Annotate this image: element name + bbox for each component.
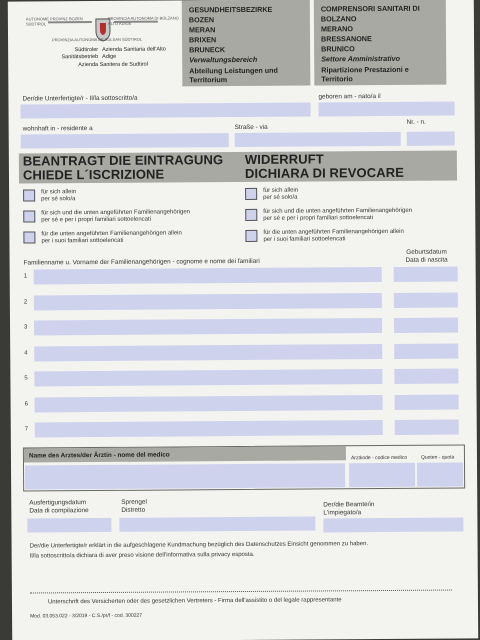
request-option-1-de: für sich allein (41, 189, 77, 196)
privacy-it: Il/la sottoscritto/a dichiara di aver preso visione dell'informativa sulla privacy esposta. (29, 551, 255, 559)
districts-title-de: GESUNDHEITSBEZIRKE (188, 4, 273, 15)
family-name-field[interactable] (34, 318, 382, 335)
district-field[interactable] (119, 516, 315, 531)
family-birthdate-field[interactable] (394, 317, 458, 332)
district-it-3: BRESSANONE (321, 34, 372, 44)
clerk-label-it: L'impiegato/a (323, 509, 362, 517)
request-option-1-it: per sé solo/a (41, 196, 76, 203)
date-label-de: Ausfertigungsdatum (29, 499, 87, 507)
revoke-option-3-checkbox[interactable] (245, 230, 257, 242)
family-name-field[interactable] (35, 395, 383, 412)
date-field[interactable] (27, 518, 111, 533)
request-option-3-label (41, 230, 182, 245)
district-it-1: BOLZANO (320, 14, 357, 24)
request-title-it: CHIEDE L´ISCRIZIONE (22, 166, 165, 183)
clerk-field[interactable] (323, 517, 463, 532)
district-de-3: BRIXEN (189, 35, 217, 45)
form-code: Mod. 03.053.022 - 3/2019 - C.S./pr/f - cod. 300227 (30, 612, 143, 620)
district-it-4: BRUNICO (321, 44, 355, 54)
request-option-2-label (41, 209, 190, 224)
birth-header-de: Geburtsdatum (406, 248, 447, 256)
family-name-field[interactable] (34, 293, 382, 310)
house-number-field[interactable] (407, 132, 455, 146)
revoke-option-2-label (263, 208, 412, 223)
family-row-number: 7 (24, 426, 29, 433)
signature-label: Unterschrift des Versicherten oder des gesetzlichen Vertreters - Firma dell'assistito o del legale rappresentante (47, 597, 342, 606)
logo-name-it: Azienda Sanitaria dell'Alto Adige (102, 46, 166, 60)
family-name-field[interactable] (34, 344, 382, 361)
date-label-it: Data di compilazione (29, 507, 89, 515)
revoke-option-1-it: per sé solo/a (263, 194, 298, 201)
district-de-1: BOZEN (188, 15, 215, 25)
districts-title-it: COMPRENSORI SANITARI DI (320, 3, 420, 14)
family-row-number: 5 (24, 375, 28, 382)
logo-block (22, 6, 183, 85)
logo-name-de: Südtiroler Sanitätsbetrieb (61, 47, 99, 60)
request-option-2-checkbox[interactable] (23, 210, 35, 222)
header-it (314, 0, 447, 85)
residence-field[interactable] (21, 133, 229, 148)
family-name-field[interactable] (35, 420, 383, 437)
revoke-option-3-de: für die unten angeführten Familienangehörigen allein (263, 228, 404, 236)
family-row-number: 1 (23, 273, 28, 280)
family-birthdate-field[interactable] (395, 419, 459, 434)
family-name-field[interactable] (34, 267, 382, 284)
birthdate-field[interactable] (318, 102, 454, 117)
revoke-option-2-checkbox[interactable] (245, 209, 257, 221)
form-sheet (8, 0, 478, 640)
request-option-3-it: per i suoi familiari sottoelencati (41, 237, 124, 245)
revoke-option-1-checkbox[interactable] (245, 188, 257, 200)
revoke-option-3-it: per i suoi familiari sottoelencati (263, 236, 346, 243)
district-de-2: MERAN (188, 25, 216, 35)
birth-header-it: Data di nascita (405, 256, 448, 264)
family-row-number: 3 (24, 324, 28, 331)
request-option-2-it: per sé e per i propri familiari sottoelencati (41, 216, 152, 224)
header-de (182, 0, 311, 86)
revoke-title-it: DICHIARA DI REVOCARE (244, 164, 405, 181)
revoke-option-1-label (263, 188, 298, 202)
family-row-number: 2 (23, 299, 28, 306)
family-name-field[interactable] (34, 369, 382, 386)
family-row-number: 4 (24, 350, 28, 357)
family-name-header: Familienname u. Vorname der Familienangehörigen - cognome e nome dei familiari (23, 257, 260, 267)
district-de-4: BRUNECK (189, 45, 226, 55)
request-option-3-de: für die unten angeführten Familienangehörigen allein (41, 230, 182, 238)
clerk-label-de: Der/die Beamte/in (323, 501, 375, 509)
resident-label: wohnhaft in - residente a (22, 125, 93, 133)
family-birthdate-field[interactable] (394, 292, 458, 307)
signer-field[interactable] (20, 103, 310, 119)
date-label (29, 499, 88, 515)
revoke-option-2-de: für sich und die unten angeführten Familienangehörigen (263, 207, 413, 215)
born-label: geboren am - nato/a il (318, 93, 381, 101)
revoke-title-de: WIDERRUFT (244, 151, 324, 167)
revoke-option-1-de: für sich allein (263, 187, 299, 194)
request-option-3-checkbox[interactable] (23, 231, 35, 243)
request-option-1-checkbox[interactable] (23, 189, 35, 201)
signature-line[interactable] (30, 590, 452, 594)
logo-name-lad: Azienda Sanitera de Sudtirol (78, 61, 148, 69)
district-label-it: Distretto (121, 506, 146, 514)
family-birthdate-field[interactable] (394, 343, 458, 358)
family-row-number: 6 (24, 401, 28, 408)
revoke-option-3-label (263, 229, 404, 244)
revoke-option-2-it: per sé e per i propri familiari sottoelencati (263, 215, 374, 222)
family-birthdate-field[interactable] (394, 267, 458, 282)
number-label: Nr. - n. (406, 118, 426, 126)
family-birthdate-field[interactable] (395, 394, 459, 409)
street-field[interactable] (235, 132, 401, 147)
doctor-name-label: Name des Arztes/der Ärztin - nome del medico (28, 451, 170, 460)
district-it-2: MERANO (320, 24, 353, 34)
privacy-de: Der/die Unterfertigte/r erklärt in die aufgeschlagene Kundmachung bezüglich des Datenschutzes Einsicht genommen zu haben. (29, 541, 369, 550)
request-option-2-de: für sich und die unten angeführten Familienangehörigen (41, 209, 191, 217)
logo-line-lad: PROVINZIA AUTONOMA DE BULSAN SÜDTIROL (52, 36, 143, 43)
division-de: Abteilung Leistungen und Territorium (189, 65, 278, 85)
doctor-name-field[interactable] (25, 463, 345, 489)
district-label (121, 499, 147, 515)
sector-de: Verwaltungsbereich (189, 54, 258, 65)
family-birthdate-field[interactable] (394, 368, 458, 383)
birth-header (396, 249, 458, 265)
division-it: Ripartizione Prestazioni e Territorio (321, 64, 409, 84)
privacy-note (30, 541, 450, 561)
logo-line-de: AUTONOME PROVINZ BOZEN SÜDTIROL (25, 16, 83, 27)
signer-label: Der/die Unterfertigte/r - Il/la sottoscritto/a (22, 94, 138, 103)
street-label: Straße - via (234, 123, 268, 132)
request-title-de: BEANTRAGT DIE EINTRAGUNG (22, 152, 224, 169)
doctor-quota-label: Quoten - quota (420, 454, 455, 461)
doctor-code-label: Arztkode - codice medico (350, 454, 408, 462)
doctor-quota-field[interactable] (417, 462, 463, 486)
doctor-code-field[interactable] (349, 463, 415, 487)
logo-line-it: PROVINCIA AUTONOMA DI BOLZANO ALTO ADIGE (107, 15, 179, 26)
request-option-1-label (41, 189, 76, 203)
sector-it: Settore Amministrativo (321, 53, 401, 64)
district-label-de: Sprengel (121, 498, 147, 506)
clerk-label (323, 501, 374, 517)
